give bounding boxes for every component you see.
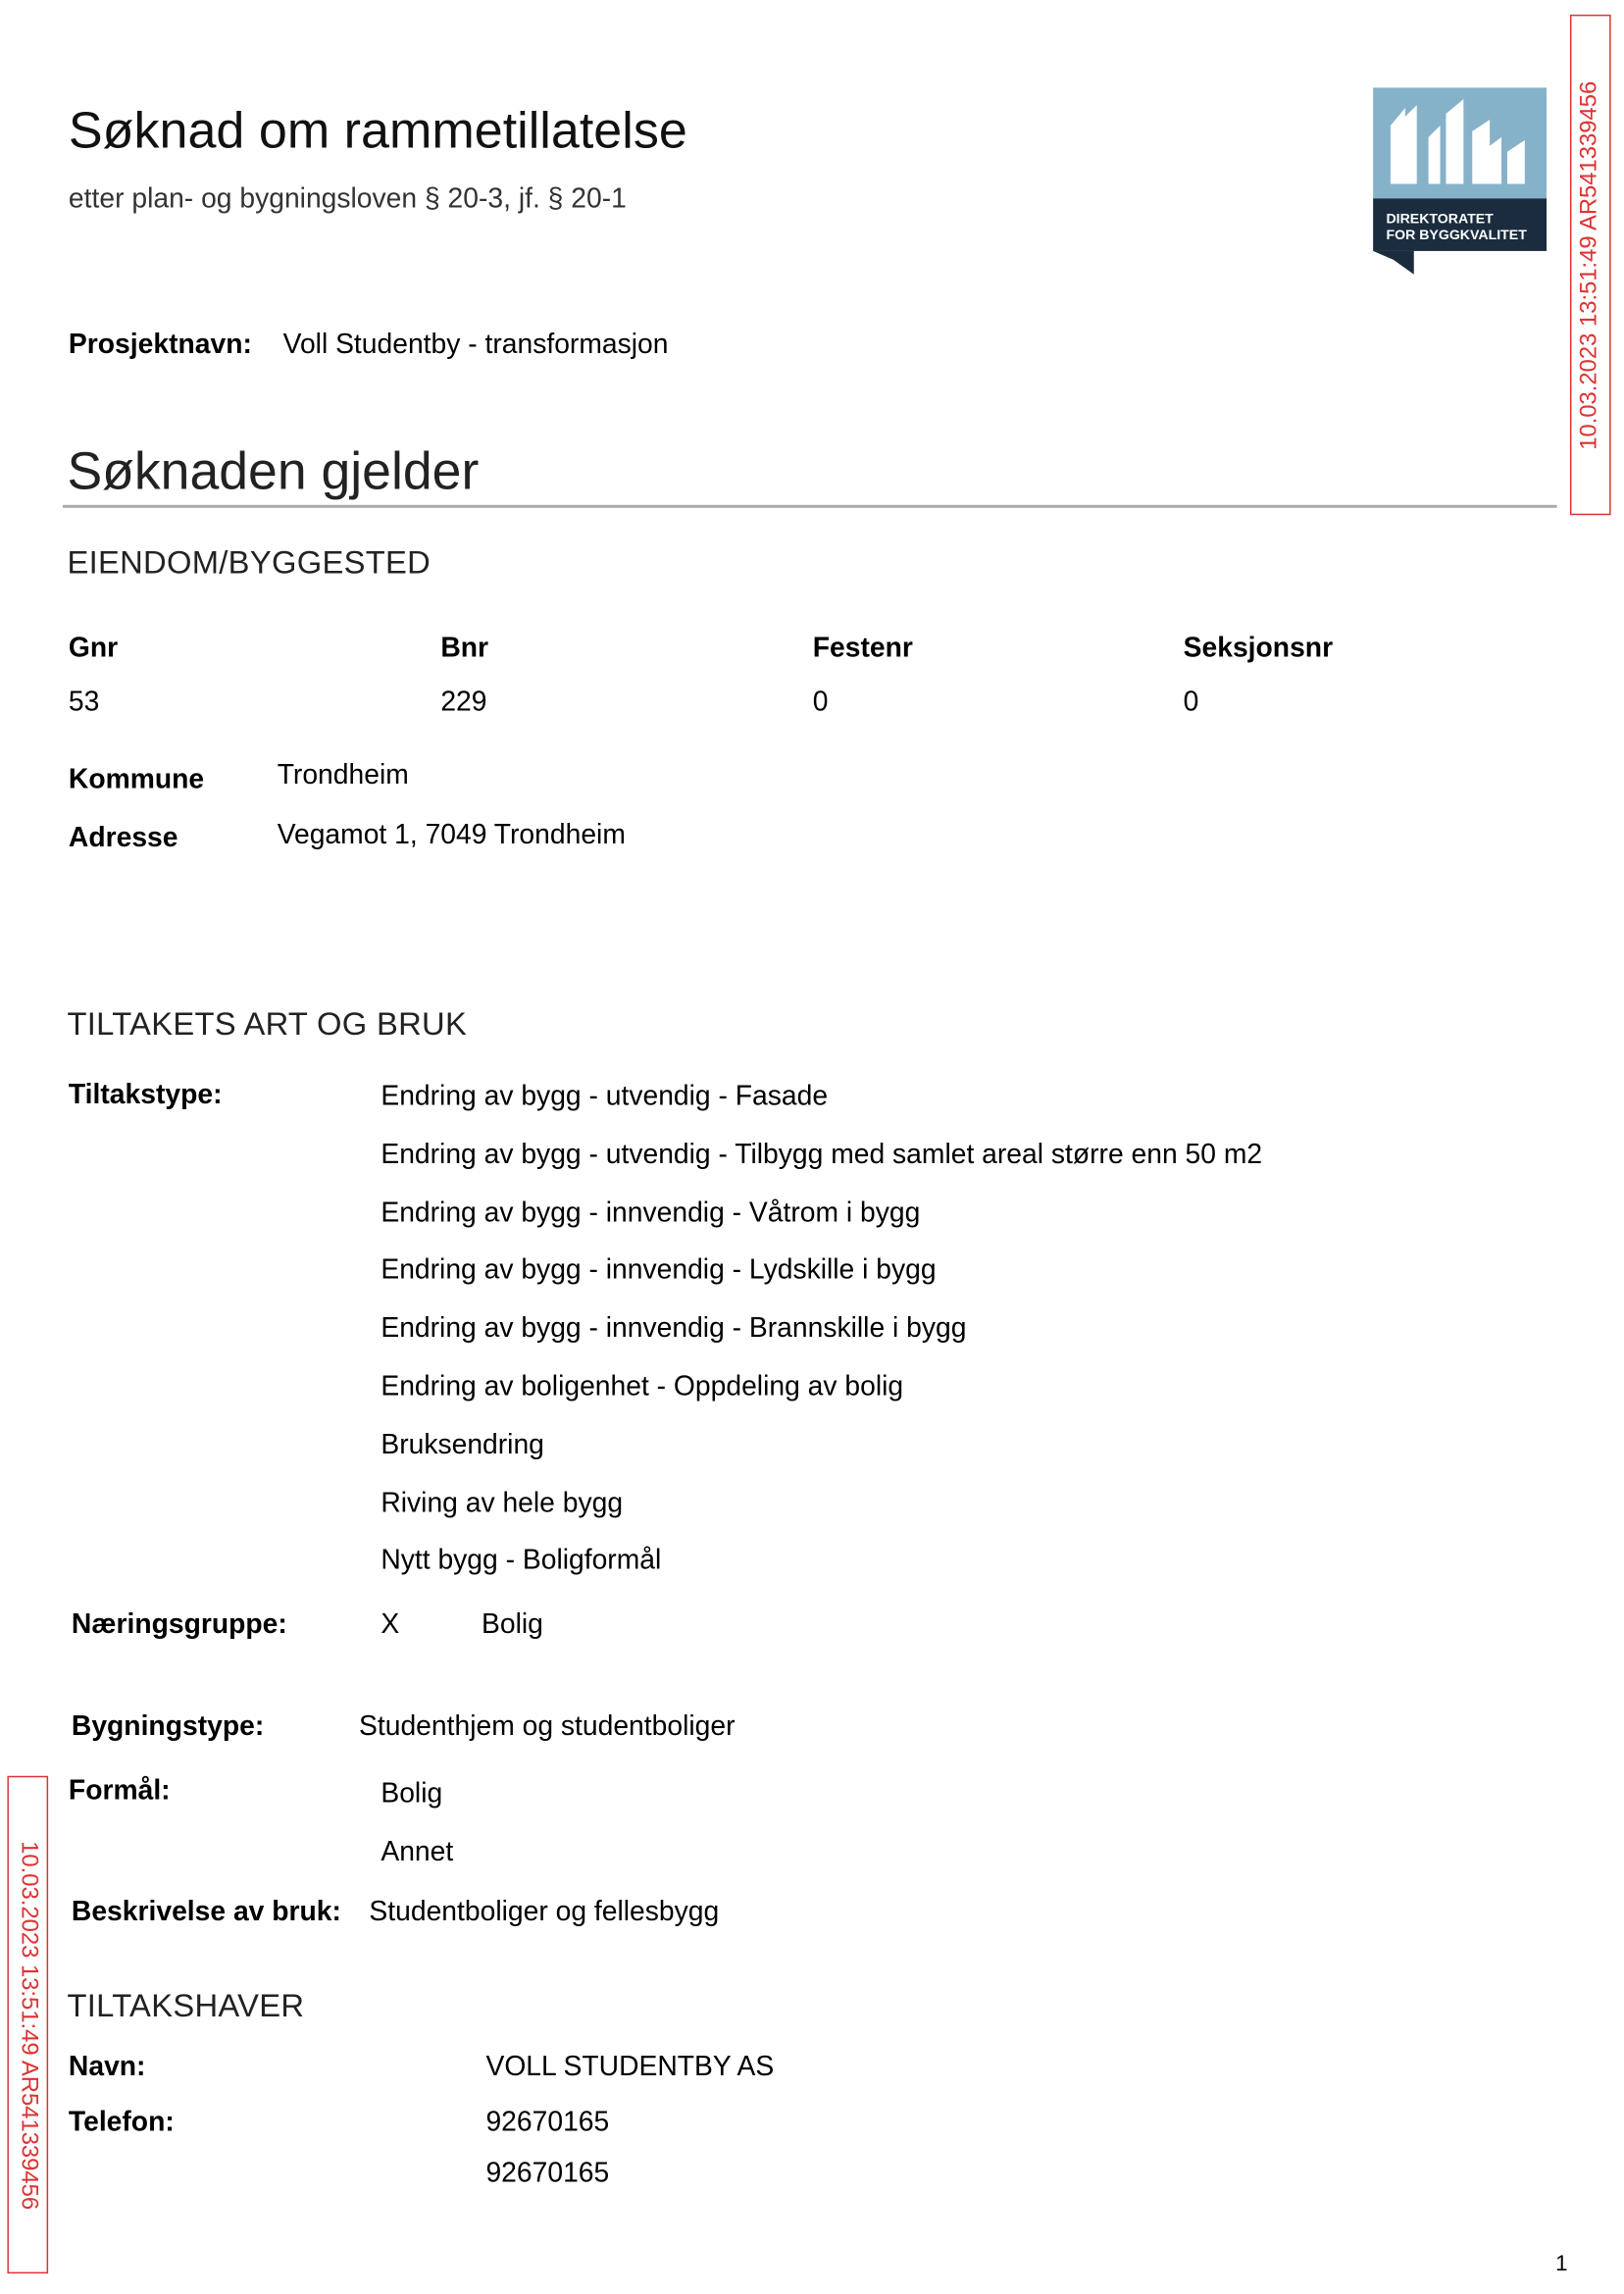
naeringsgruppe-value: Bolig [481, 1609, 543, 1641]
formal-label: Formål: [68, 1775, 171, 1807]
tiltakshaver-heading: TILTAKSHAVER [67, 1987, 305, 2024]
document-subtitle: etter plan- og bygningsloven § 20-3, jf. § 20-1 [68, 183, 627, 215]
naeringsgruppe-code: X [381, 1609, 400, 1641]
gnr-label: Gnr [68, 633, 119, 664]
adresse-value: Vegamot 1, 7049 Trondheim [277, 820, 626, 851]
dibk-logo-icon [1373, 87, 1547, 274]
stamp-top [1570, 15, 1611, 515]
seksjonsnr-label: Seksjonsnr [1183, 633, 1334, 664]
adresse-label: Adresse [68, 823, 178, 854]
beskrivelse-label: Beskrivelse av bruk: [71, 1897, 341, 1928]
formal-value: Bolig [381, 1778, 443, 1810]
page-number: 1 [1555, 2251, 1568, 2277]
stamp-top-text: 10.03.2023 13:51:49 AR541339456 [1577, 80, 1602, 450]
tiltakstype-label: Tiltakstype: [68, 1080, 223, 1111]
project-value: Voll Studentby - transformasjon [282, 330, 669, 361]
stamp-side [7, 1776, 48, 2273]
bnr-label: Bnr [440, 633, 489, 664]
document-title: Søknad om rammetillatelse [68, 102, 687, 160]
telefon-label: Telefon: [68, 2107, 175, 2138]
festenr-value: 0 [812, 687, 829, 719]
tiltak-heading: TILTAKETS ART OG BRUK [67, 1005, 468, 1043]
kommune-label: Kommune [68, 764, 205, 795]
logo-text-line2: FOR BYGGKVALITET [1386, 227, 1527, 243]
tiltakstype-item: Endring av bygg - innvendig - Lydskille i bygg [381, 1255, 937, 1287]
bygningstype-label: Bygningstype: [71, 1711, 265, 1743]
navn-value: VOLL STUDENTBY AS [485, 2051, 775, 2083]
tiltakstype-item: Endring av bygg - utvendig - Tilbygg med samlet areal større enn 50 m2 [381, 1139, 1263, 1170]
stamp-side-text: 10.03.2023 13:51:49 AR541339456 [16, 1840, 41, 2210]
bygningstype-value: Studenthjem og studentboliger [359, 1711, 736, 1743]
tiltakstype-item: Endring av bygg - utvendig - Fasade [381, 1081, 829, 1112]
section-title: Søknaden gjelder [67, 440, 480, 501]
project-label: Prosjektnavn: [68, 330, 252, 361]
eiendom-heading: EIENDOM/BYGGESTED [67, 543, 431, 582]
naeringsgruppe-label: Næringsgruppe: [71, 1609, 287, 1641]
tiltakstype-item: Endring av boligenhet - Oppdeling av bolig [381, 1371, 904, 1402]
festenr-label: Festenr [812, 633, 913, 664]
tiltakstype-item: Riving av hele bygg [381, 1487, 624, 1519]
tiltakstype-item: Endring av bygg - innvendig - Brannskille i bygg [381, 1313, 967, 1345]
section-divider [63, 505, 1557, 508]
navn-label: Navn: [68, 2051, 146, 2083]
tiltakstype-item: Bruksendring [381, 1429, 544, 1461]
gnr-value: 53 [68, 687, 100, 719]
bnr-value: 229 [440, 687, 487, 719]
telefon-value: 92670165 [485, 2158, 610, 2189]
tiltakstype-item: Endring av bygg - innvendig - Våtrom i bygg [381, 1197, 921, 1229]
formal-value: Annet [381, 1837, 454, 1868]
beskrivelse-value: Studentboliger og fellesbygg [369, 1897, 720, 1928]
logo-text-line1: DIREKTORATET [1386, 210, 1494, 227]
tiltakstype-list [381, 1080, 1262, 1603]
dibk-logo [1373, 87, 1547, 274]
telefon-value: 92670165 [485, 2107, 610, 2138]
tiltakstype-item: Nytt bygg - Boligformål [381, 1546, 662, 1577]
kommune-value: Trondheim [277, 760, 409, 791]
seksjonsnr-value: 0 [1183, 687, 1199, 719]
